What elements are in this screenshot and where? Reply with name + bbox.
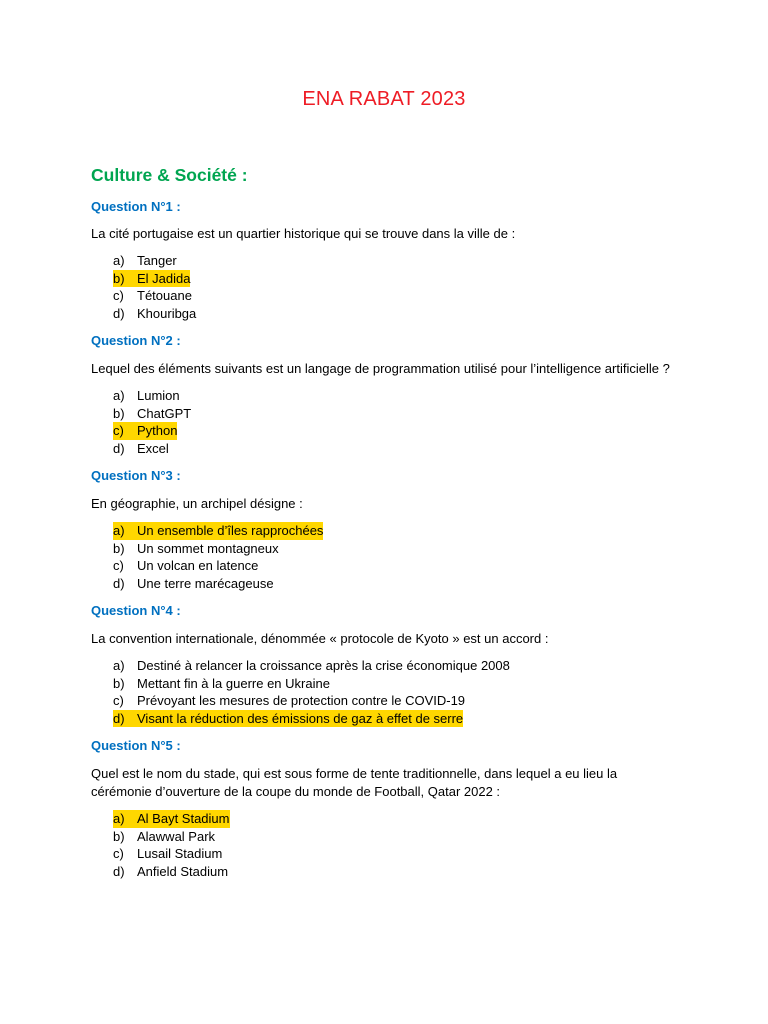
- answer-letter: d): [113, 440, 125, 456]
- answer-text: Al Bayt Stadium: [137, 811, 230, 826]
- answer-text: El Jadida: [137, 270, 191, 286]
- answer-letter: c): [113, 693, 124, 708]
- answer-text: Alawwal Park: [137, 828, 216, 844]
- answer-letter: a): [113, 253, 125, 268]
- document-title: ENA RABAT 2023: [302, 88, 466, 110]
- answer-1b-highlighted: [113, 270, 196, 288]
- answer-text: Lusail Stadium: [137, 846, 223, 861]
- answer-4b: [113, 675, 510, 693]
- answer-text: Visant la réduction des émissions de gaz à effet de serre: [137, 710, 464, 726]
- answer-letter: c): [113, 423, 124, 438]
- question-4-label: Question N°4 :: [91, 603, 181, 618]
- answer-letter: a): [113, 388, 125, 403]
- section-title: Culture & Société :: [91, 165, 248, 185]
- question-1-answers: [113, 252, 196, 322]
- answer-2b: [113, 405, 191, 423]
- answer-letter: c): [113, 288, 124, 303]
- answer-letter: b): [113, 675, 125, 691]
- answer-letter: b): [113, 540, 125, 556]
- answer-1a: [113, 252, 196, 270]
- answer-text: Python: [137, 423, 178, 438]
- answer-text: Tanger: [137, 253, 177, 268]
- answer-text: Khouribga: [137, 305, 197, 321]
- answer-1d: [113, 305, 196, 323]
- question-5-text-line-2: cérémonie d’ouverture de la coupe du monde de Football, Qatar 2022 :: [91, 784, 501, 799]
- answer-text: Tétouane: [137, 288, 192, 303]
- question-1-text: La cité portugaise est un quartier historique qui se trouve dans la ville de :: [91, 226, 516, 241]
- answer-1c: [113, 287, 196, 305]
- answer-2c-highlighted: [113, 422, 191, 440]
- question-5-text-line-1: Quel est le nom du stade, qui est sous forme de tente traditionnelle, dans lequel a eu lieu la: [91, 766, 618, 781]
- question-1-label: Question N°1 :: [91, 199, 181, 214]
- answer-text: Lumion: [137, 388, 180, 403]
- answer-letter: d): [113, 710, 125, 726]
- answer-4a: [113, 657, 510, 675]
- answer-letter: a): [113, 523, 125, 538]
- question-5-answers: [113, 810, 230, 880]
- answer-3c: [113, 557, 323, 575]
- answer-text: Mettant fin à la guerre en Ukraine: [137, 675, 330, 691]
- answer-3a-highlighted: [113, 522, 323, 540]
- answer-letter: b): [113, 828, 125, 844]
- question-3-label: Question N°3 :: [91, 468, 181, 483]
- answer-5a-highlighted: [113, 810, 230, 828]
- answer-text: Anfield Stadium: [137, 863, 229, 879]
- answer-2d: [113, 440, 191, 458]
- question-3-answers: [113, 522, 323, 592]
- answer-letter: a): [113, 658, 125, 673]
- answer-4c: [113, 692, 510, 710]
- question-2-label: Question N°2 :: [91, 333, 181, 348]
- answer-text: ChatGPT: [137, 405, 192, 421]
- answer-2a: [113, 387, 191, 405]
- answer-4d-highlighted: [113, 710, 510, 728]
- answer-5b: [113, 828, 230, 846]
- question-3-text: En géographie, un archipel désigne :: [91, 496, 303, 511]
- answer-letter: d): [113, 863, 125, 879]
- answer-letter: c): [113, 846, 124, 861]
- answer-letter: c): [113, 558, 124, 573]
- answer-text: Un sommet montagneux: [137, 540, 279, 556]
- answer-letter: b): [113, 405, 125, 421]
- answer-text: Excel: [137, 440, 169, 456]
- answer-letter: d): [113, 575, 125, 591]
- answer-letter: b): [113, 270, 125, 286]
- answer-letter: a): [113, 811, 125, 826]
- answer-text: Un ensemble d’îles rapprochées: [137, 523, 324, 538]
- answer-text: Une terre marécageuse: [137, 575, 274, 591]
- answer-text: Destiné à relancer la croissance après la crise économique 2008: [137, 658, 510, 673]
- answer-5c: [113, 845, 230, 863]
- question-2-text: Lequel des éléments suivants est un langage de programmation utilisé pour l’intelligence artificielle ?: [91, 361, 670, 376]
- question-4-text: La convention internationale, dénommée « protocole de Kyoto » est un accord :: [91, 631, 549, 646]
- answer-letter: d): [113, 305, 125, 321]
- answer-text: Prévoyant les mesures de protection contre le COVID-19: [137, 693, 466, 708]
- question-2-answers: [113, 387, 191, 457]
- answer-text: Un volcan en latence: [137, 558, 259, 573]
- question-4-answers: [113, 657, 510, 727]
- answer-3d: [113, 575, 323, 593]
- answer-5d: [113, 863, 230, 881]
- question-5-label: Question N°5 :: [91, 738, 181, 753]
- answer-3b: [113, 540, 323, 558]
